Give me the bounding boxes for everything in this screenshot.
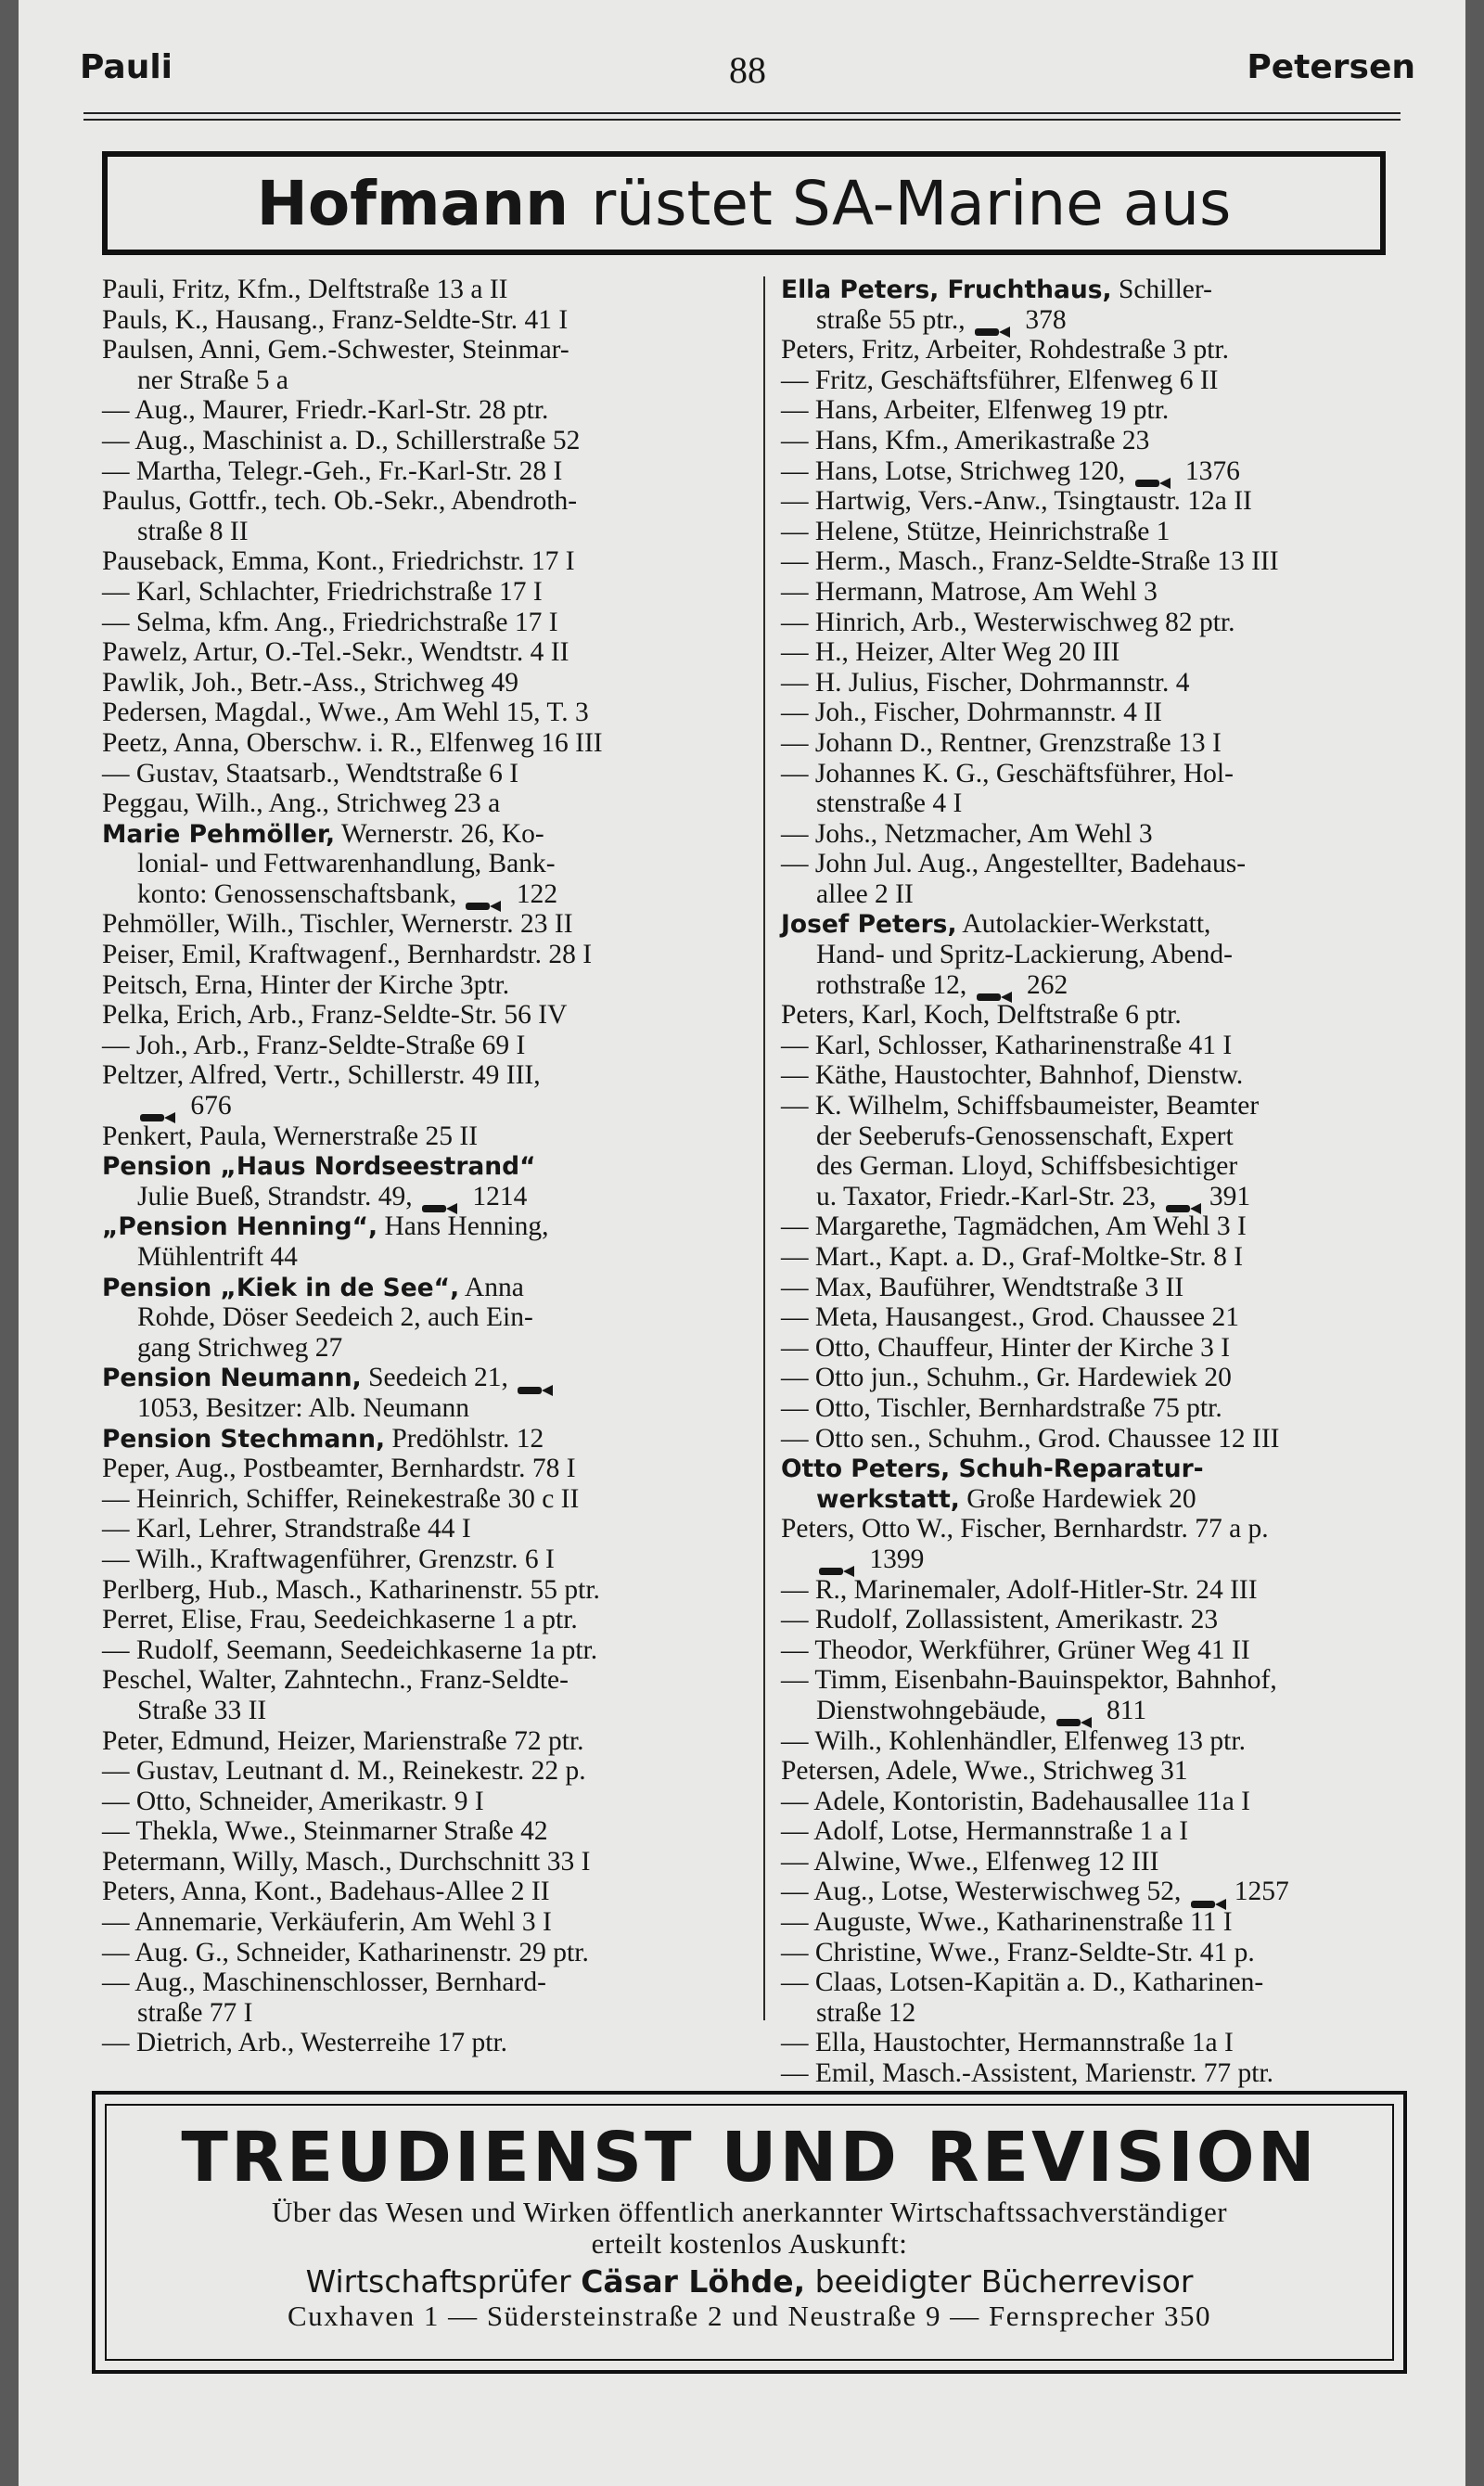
entry-text: — Helene, Stütze, Heinrichstraße 1 bbox=[781, 516, 1171, 546]
entry-text: Peiser, Emil, Kraftwagenf., Bernhardstr. 28 I bbox=[102, 940, 593, 970]
directory-line bbox=[781, 1031, 1423, 1061]
ad-sig-prefix: Wirtschaftsprüfer bbox=[305, 2263, 571, 2300]
header-rule-top bbox=[83, 112, 1401, 114]
directory-line bbox=[102, 1847, 742, 1877]
entry-bold-name: „Pension Henning“, bbox=[102, 1212, 378, 1242]
directory-line bbox=[781, 456, 1423, 487]
entry-text: lonial- und Fettwarenhandlung, Bank- bbox=[137, 849, 556, 879]
entry-text: 1214 bbox=[466, 1181, 528, 1211]
directory-line bbox=[102, 668, 742, 698]
directory-line bbox=[781, 970, 1423, 1001]
directory-line bbox=[781, 1514, 1423, 1544]
entry-text: Penkert, Paula, Wernerstraße 25 II bbox=[102, 1121, 479, 1151]
entry-text: — Wilh., Kraftwagenführer, Grenzstr. 6 I bbox=[102, 1544, 555, 1574]
entry-text: — Hartwig, Vers.-Anw., Tsingtaustr. 12a II bbox=[781, 486, 1252, 517]
entry-text: — Adele, Kontoristin, Badehausallee 11a I bbox=[781, 1786, 1251, 1816]
entry-text: Seedeich 21, bbox=[361, 1363, 516, 1393]
directory-line bbox=[781, 1302, 1423, 1333]
directory-line bbox=[102, 1211, 742, 1242]
directory-line bbox=[781, 849, 1423, 879]
entry-text: 811 bbox=[1099, 1695, 1147, 1725]
directory-line bbox=[102, 1031, 742, 1061]
directory-line bbox=[102, 1484, 742, 1515]
directory-line bbox=[781, 517, 1423, 547]
directory-line bbox=[781, 1696, 1423, 1726]
entry-text: — Fritz, Geschäftsführer, Elfenweg 6 II bbox=[781, 365, 1219, 395]
directory-line bbox=[781, 1635, 1423, 1666]
entry-text: — John Jul. Aug., Angestellter, Badehaus- bbox=[781, 849, 1247, 879]
entry-text: ner Straße 5 a bbox=[137, 365, 288, 395]
directory-line bbox=[102, 637, 742, 668]
entry-text: straße 55 ptr., bbox=[816, 304, 972, 335]
right-column bbox=[781, 275, 1423, 2089]
ad-sig-suffix: beeidigter Bücherrevisor bbox=[814, 2263, 1194, 2300]
directory-line bbox=[102, 1726, 742, 1757]
entry-text: — Margarethe, Tagmädchen, Am Wehl 3 I bbox=[781, 1211, 1247, 1242]
directory-line bbox=[781, 305, 1423, 336]
telephone-icon bbox=[421, 1192, 458, 1205]
directory-line bbox=[102, 365, 742, 396]
directory-line bbox=[781, 1484, 1423, 1515]
entry-text: — Hans, Arbeiter, Elfenweg 19 ptr. bbox=[781, 395, 1170, 426]
entry-text: Schiller- bbox=[1111, 275, 1212, 304]
entry-text: — R., Marinemaler, Adolf-Hitler-Str. 24 III bbox=[781, 1574, 1258, 1605]
entry-text: — Heinrich, Schiffer, Reinekestraße 30 c II bbox=[102, 1483, 580, 1514]
entry-text: Pauls, K., Hausang., Franz-Seldte-Str. 41 I bbox=[102, 304, 569, 335]
entry-text: Peschel, Walter, Zahntechn., Franz-Seldte- bbox=[102, 1665, 569, 1696]
directory-line bbox=[102, 1182, 742, 1212]
page-number: 88 bbox=[729, 49, 766, 91]
directory-line bbox=[102, 1605, 742, 1635]
directory-line bbox=[102, 788, 742, 819]
entry-text: Peters, Anna, Kont., Badehaus-Allee 2 II bbox=[102, 1877, 550, 1907]
directory-line bbox=[102, 456, 742, 487]
entry-bold-name: Marie Pehmöller, bbox=[102, 819, 336, 849]
directory-line bbox=[102, 1424, 742, 1454]
directory-line bbox=[781, 1211, 1423, 1242]
entry-text: Mühlentrift 44 bbox=[137, 1242, 298, 1272]
ad-inner-frame bbox=[105, 2104, 1394, 2361]
entry-text: Rohde, Döser Seedeich 2, auch Ein- bbox=[137, 1302, 533, 1333]
entry-text: Pedersen, Magdal., Wwe., Am Wehl 15, T. 3 bbox=[102, 698, 589, 728]
directory-line bbox=[102, 1938, 742, 1968]
directory-line bbox=[102, 426, 742, 456]
directory-line bbox=[781, 637, 1423, 668]
entry-text: — Alwine, Wwe., Elfenweg 12 III bbox=[781, 1846, 1159, 1877]
entry-text: — Max, Bauführer, Wendtstraße 3 II bbox=[781, 1272, 1184, 1302]
directory-line bbox=[102, 849, 742, 879]
entry-text: Pelka, Erich, Arb., Franz-Seldte-Str. 56 IV bbox=[102, 1000, 568, 1031]
directory-line bbox=[781, 940, 1423, 970]
entry-text: gang Strichweg 27 bbox=[137, 1332, 343, 1363]
entry-text: — Herm., Masch., Franz-Seldte-Straße 13 III bbox=[781, 546, 1279, 577]
directory-line bbox=[781, 1151, 1423, 1182]
entry-text: 1376 bbox=[1178, 455, 1240, 486]
entry-text: — Aug. G., Schneider, Katharinenstr. 29 ptr. bbox=[102, 1937, 589, 1967]
directory-line bbox=[102, 1000, 742, 1031]
entry-text: Pawlik, Joh., Betr.-Ass., Strichweg 49 bbox=[102, 667, 519, 698]
entry-text: — Thekla, Wwe., Steinmarner Straße 42 bbox=[102, 1816, 548, 1847]
entry-text: — Otto jun., Schuhm., Gr. Hardewiek 20 bbox=[781, 1363, 1232, 1393]
entry-text: Perlberg, Hub., Masch., Katharinenstr. 55 ptr. bbox=[102, 1574, 600, 1605]
telephone-icon bbox=[818, 1555, 855, 1568]
entry-text: Paulsen, Anni, Gem.-Schwester, Steinmar- bbox=[102, 335, 569, 365]
directory-line bbox=[102, 1091, 742, 1121]
entry-bold-name: Pension „Haus Nordseestrand“ bbox=[102, 1152, 536, 1182]
directory-line bbox=[781, 1091, 1423, 1121]
advertisement-treudienst bbox=[92, 2091, 1407, 2374]
entry-text: — Otto, Chauffeur, Hinter der Kirche 3 I bbox=[781, 1332, 1231, 1363]
entry-text: Pauseback, Emma, Kont., Friedrichstr. 17 I bbox=[102, 546, 575, 577]
telephone-icon bbox=[139, 1101, 176, 1114]
directory-line bbox=[102, 970, 742, 1001]
directory-line bbox=[781, 788, 1423, 819]
entry-text: Peetz, Anna, Oberschw. i. R., Elfenweg 16 III bbox=[102, 727, 603, 758]
directory-line bbox=[781, 1816, 1423, 1847]
directory-line bbox=[102, 1454, 742, 1484]
entry-text: 391 bbox=[1209, 1181, 1251, 1211]
entry-text: — Karl, Schlosser, Katharinenstraße 41 I bbox=[781, 1030, 1233, 1060]
entry-text: straße 8 II bbox=[137, 516, 249, 546]
directory-line bbox=[102, 1816, 742, 1847]
entry-text: Hans Henning, bbox=[377, 1211, 549, 1242]
directory-page bbox=[19, 0, 1465, 2486]
entry-text: — Meta, Hausangest., Grod. Chaussee 21 bbox=[781, 1302, 1240, 1333]
directory-line bbox=[781, 1938, 1423, 1968]
telephone-icon bbox=[465, 890, 502, 903]
directory-line bbox=[781, 879, 1423, 910]
entry-bold-name: Pension Stechmann, bbox=[102, 1424, 386, 1454]
entry-text: — H. Julius, Fischer, Dohrmannstr. 4 bbox=[781, 667, 1190, 698]
directory-line bbox=[102, 395, 742, 426]
directory-line bbox=[102, 1696, 742, 1726]
directory-line bbox=[102, 1242, 742, 1273]
directory-line bbox=[102, 335, 742, 365]
entry-text: Hand- und Spritz-Lackierung, Abend- bbox=[816, 940, 1233, 970]
entry-text: — Aug., Maschinist a. D., Schillerstraße 52 bbox=[102, 425, 581, 455]
entry-bold-name: Otto Peters, Schuh-Reparatur- bbox=[781, 1454, 1204, 1484]
entry-text: — Hermann, Matrose, Am Wehl 3 bbox=[781, 576, 1158, 607]
directory-line bbox=[781, 1756, 1423, 1787]
entry-text: Pauli, Fritz, Kfm., Delftstraße 13 a II bbox=[102, 275, 508, 304]
directory-line bbox=[781, 728, 1423, 759]
directory-line bbox=[102, 1787, 742, 1817]
entry-text: — Theodor, Werkführer, Grüner Weg 41 II bbox=[781, 1634, 1250, 1665]
entry-text: Peitsch, Erna, Hinter der Kirche 3ptr. bbox=[102, 969, 510, 1000]
directory-line bbox=[102, 608, 742, 638]
directory-line bbox=[781, 1242, 1423, 1273]
entry-bold-name: werkstatt, bbox=[816, 1484, 960, 1514]
advertisement-hofmann bbox=[102, 151, 1386, 255]
directory-line bbox=[102, 2028, 742, 2058]
entry-text: 378 bbox=[1017, 304, 1067, 335]
telephone-icon bbox=[1190, 1888, 1227, 1901]
entry-text: — Johann D., Rentner, Grenzstraße 13 I bbox=[781, 727, 1222, 758]
entry-text: — Otto, Tischler, Bernhardstraße 75 ptr. bbox=[781, 1392, 1222, 1423]
entry-text: — Adolf, Lotse, Hermannstraße 1 a I bbox=[781, 1816, 1189, 1847]
ad-address: Cuxhaven 1 — Südersteinstraße 2 und Neustraße 9 — Fernsprecher 350 bbox=[287, 2300, 1212, 2332]
entry-text: Peters, Otto W., Fischer, Bernhardstr. 77 a p. bbox=[781, 1514, 1269, 1544]
entry-text: — Emil, Masch.-Assistent, Marienstr. 77 ptr. bbox=[781, 2058, 1273, 2089]
directory-line bbox=[781, 1877, 1423, 1907]
entry-text: 1399 bbox=[863, 1544, 925, 1574]
directory-line bbox=[102, 1665, 742, 1696]
entry-text: — Timm, Eisenbahn-Bauinspektor, Bahnhof, bbox=[781, 1665, 1277, 1696]
entry-text: — Karl, Lehrer, Strandstraße 44 I bbox=[102, 1514, 471, 1544]
entry-text: 262 bbox=[1019, 969, 1068, 1000]
entry-text: — Johs., Netzmacher, Am Wehl 3 bbox=[781, 818, 1153, 849]
directory-line bbox=[102, 1756, 742, 1787]
directory-line bbox=[102, 1363, 742, 1393]
directory-line bbox=[781, 1575, 1423, 1606]
entry-text: — Annemarie, Verkäuferin, Am Wehl 3 I bbox=[102, 1907, 552, 1938]
entry-text: — Johannes K. G., Geschäftsführer, Hol- bbox=[781, 758, 1234, 788]
entry-text: — Auguste, Wwe., Katharinenstraße 11 I bbox=[781, 1907, 1233, 1938]
directory-line bbox=[781, 365, 1423, 396]
directory-line bbox=[102, 1877, 742, 1907]
entry-text: — H., Heizer, Alter Weg 20 III bbox=[781, 637, 1120, 668]
entry-text: konto: Genossenschaftsbank, bbox=[137, 878, 464, 909]
entry-text: Julie Bueß, Strandstr. 49, bbox=[137, 1181, 420, 1211]
entry-text: — Claas, Lotsen-Kapitän a. D., Katharinen- bbox=[781, 1967, 1264, 1998]
entry-text: Peper, Aug., Postbeamter, Bernhardstr. 78 I bbox=[102, 1454, 576, 1484]
ad-title: TREUDIENST UND REVISION bbox=[181, 2118, 1318, 2198]
directory-line bbox=[102, 1907, 742, 1938]
entry-text: — Aug., Maschinenschlosser, Bernhard- bbox=[102, 1967, 546, 1998]
directory-line bbox=[102, 728, 742, 759]
entry-text: Autolackier-Werkstatt, bbox=[956, 909, 1211, 940]
entry-text: — Karl, Schlachter, Friedrichstraße 17 I bbox=[102, 576, 543, 607]
telephone-icon bbox=[1055, 1706, 1093, 1719]
directory-line bbox=[781, 608, 1423, 638]
ad-brand: Hofmann bbox=[256, 167, 569, 239]
directory-line bbox=[781, 1000, 1423, 1031]
telephone-icon bbox=[976, 980, 1013, 993]
directory-line bbox=[102, 1302, 742, 1333]
ad-text-line-2: erteilt kostenlos Auskunft: bbox=[591, 2227, 908, 2260]
directory-line bbox=[102, 698, 742, 728]
directory-line bbox=[102, 486, 742, 517]
entry-text: der Seeberufs-Genossenschaft, Expert bbox=[816, 1121, 1234, 1151]
directory-line bbox=[102, 1514, 742, 1544]
ad-sig-name: Cäsar Löhde, bbox=[581, 2263, 806, 2300]
entry-text: Pehmöller, Wilh., Tischler, Wernerstr. 23 II bbox=[102, 909, 573, 940]
directory-line bbox=[781, 1121, 1423, 1152]
entry-text: — Joh., Fischer, Dohrmannstr. 4 II bbox=[781, 698, 1162, 728]
entry-text: — Hans, Kfm., Amerikastraße 23 bbox=[781, 425, 1150, 455]
entry-text: 1257 bbox=[1234, 1877, 1289, 1907]
directory-line bbox=[102, 1544, 742, 1575]
entry-text: Predöhlstr. 12 bbox=[385, 1423, 544, 1454]
entry-text: allee 2 II bbox=[816, 878, 914, 909]
directory-line bbox=[102, 759, 742, 789]
directory-line bbox=[781, 1273, 1423, 1303]
directory-line bbox=[781, 1424, 1423, 1454]
entry-text: Paulus, Gottfr., tech. Ob.-Sekr., Abendroth- bbox=[102, 486, 578, 517]
directory-line bbox=[102, 1121, 742, 1152]
directory-line bbox=[781, 546, 1423, 577]
column-divider bbox=[763, 276, 765, 2020]
directory-line bbox=[781, 335, 1423, 365]
entry-text: 1053, Besitzer: Alb. Neumann bbox=[137, 1392, 470, 1423]
entry-text: Peltzer, Alfred, Vertr., Schillerstr. 49 III, bbox=[102, 1060, 541, 1091]
entry-text: Peters, Karl, Koch, Delftstraße 6 ptr. bbox=[781, 1000, 1182, 1031]
running-head-left: Pauli bbox=[80, 48, 173, 86]
directory-line bbox=[102, 1998, 742, 2029]
entry-text: — Käthe, Haustochter, Bahnhof, Dienstw. bbox=[781, 1060, 1244, 1091]
directory-line bbox=[781, 1726, 1423, 1757]
entry-bold-name: Josef Peters, bbox=[781, 910, 957, 940]
directory-line bbox=[781, 1544, 1423, 1575]
entry-text: des German. Lloyd, Schiffsbesichtiger bbox=[816, 1151, 1238, 1182]
entry-bold-name: Pension „Kiek in de See“, bbox=[102, 1273, 460, 1302]
directory-line bbox=[781, 698, 1423, 728]
telephone-icon bbox=[974, 315, 1011, 328]
directory-line bbox=[102, 1060, 742, 1091]
entry-text: 122 bbox=[509, 878, 558, 909]
entry-text: — Aug., Lotse, Westerwischweg 52, bbox=[781, 1877, 1188, 1907]
entry-text: — Rudolf, Zollassistent, Amerikastr. 23 bbox=[781, 1605, 1219, 1635]
entry-text: — Otto sen., Schuhm., Grod. Chaussee 12 III bbox=[781, 1423, 1280, 1454]
directory-line bbox=[102, 1151, 742, 1182]
ad-signature bbox=[107, 2263, 1392, 2300]
entry-text: — Aug., Maurer, Friedr.-Karl-Str. 28 ptr. bbox=[102, 395, 549, 426]
directory-line bbox=[781, 1182, 1423, 1212]
entry-text: rothstraße 12, bbox=[816, 969, 974, 1000]
entry-text: straße 77 I bbox=[137, 1997, 253, 2028]
entry-text: 676 bbox=[184, 1091, 232, 1121]
directory-line bbox=[102, 1635, 742, 1666]
entry-text: Peter, Edmund, Heizer, Marienstraße 72 ptr. bbox=[102, 1725, 584, 1756]
entry-text: — Ella, Haustochter, Hermannstraße 1a I bbox=[781, 2028, 1234, 2058]
directory-line bbox=[781, 759, 1423, 789]
entry-text: — Dietrich, Arb., Westerreihe 17 ptr. bbox=[102, 2028, 508, 2058]
entry-text: Große Hardewiek 20 bbox=[959, 1483, 1196, 1514]
directory-line bbox=[781, 1605, 1423, 1635]
running-head bbox=[80, 48, 1415, 95]
entry-text: — Hans, Lotse, Strichweg 120, bbox=[781, 455, 1132, 486]
directory-line bbox=[102, 1333, 742, 1364]
entry-bold-name: Pension Neumann, bbox=[102, 1364, 362, 1393]
directory-line bbox=[102, 879, 742, 910]
directory-line bbox=[781, 819, 1423, 850]
directory-line bbox=[102, 909, 742, 940]
directory-line bbox=[781, 1333, 1423, 1364]
directory-line bbox=[102, 546, 742, 577]
entry-text: — Mart., Kapt. a. D., Graf-Moltke-Str. 8 I bbox=[781, 1242, 1244, 1272]
directory-line bbox=[102, 1967, 742, 1998]
ad-text-line-1: Über das Wesen und Wirken öffentlich anerkannter Wirtschaftssachverständiger bbox=[271, 2196, 1228, 2228]
entry-text: — Hinrich, Arb., Westerwischweg 82 ptr. bbox=[781, 607, 1235, 637]
entry-text: Perret, Elise, Frau, Seedeichkaserne 1 a ptr. bbox=[102, 1605, 578, 1635]
directory-line bbox=[781, 1998, 1423, 2029]
directory-line bbox=[102, 940, 742, 970]
directory-line bbox=[781, 395, 1423, 426]
directory-line bbox=[781, 2058, 1423, 2089]
entry-text: — Gustav, Staatsarb., Wendtstraße 6 I bbox=[102, 758, 519, 788]
directory-line bbox=[102, 517, 742, 547]
entry-text: — Selma, kfm. Ang., Friedrichstraße 17 I bbox=[102, 607, 558, 637]
entry-text: — K. Wilhelm, Schiffsbaumeister, Beamter bbox=[781, 1091, 1260, 1121]
ad-slogan: rüstet SA-Marine aus bbox=[591, 167, 1232, 239]
directory-line bbox=[781, 1363, 1423, 1393]
telephone-icon bbox=[517, 1374, 554, 1387]
directory-line bbox=[781, 577, 1423, 608]
directory-line bbox=[102, 305, 742, 336]
directory-line bbox=[781, 2028, 1423, 2058]
directory-line bbox=[102, 819, 742, 850]
entry-text: Straße 33 II bbox=[137, 1695, 267, 1725]
directory-line bbox=[102, 1575, 742, 1606]
directory-line bbox=[781, 426, 1423, 456]
directory-line bbox=[102, 1273, 742, 1303]
directory-line bbox=[781, 668, 1423, 698]
directory-line bbox=[781, 275, 1423, 305]
entry-text: Petersen, Adele, Wwe., Strichweg 31 bbox=[781, 1756, 1188, 1787]
directory-line bbox=[781, 1060, 1423, 1091]
entry-text: Peters, Fritz, Arbeiter, Rohdestraße 3 ptr. bbox=[781, 335, 1230, 365]
entry-bold-name: Ella Peters, Fruchthaus, bbox=[781, 276, 1112, 304]
entry-text: Anna bbox=[459, 1272, 524, 1302]
directory-line bbox=[781, 909, 1423, 940]
entry-text: Wernerstr. 26, Ko- bbox=[335, 818, 544, 849]
directory-line bbox=[102, 1393, 742, 1424]
directory-line bbox=[781, 1787, 1423, 1817]
directory-line bbox=[102, 275, 742, 305]
telephone-icon bbox=[1134, 467, 1171, 480]
entry-text: Peggau, Wilh., Ang., Strichweg 23 a bbox=[102, 788, 501, 819]
entry-text: stenstraße 4 I bbox=[816, 788, 963, 819]
entry-text: — Joh., Arb., Franz-Seldte-Straße 69 I bbox=[102, 1030, 526, 1060]
entry-text: — Rudolf, Seemann, Seedeichkaserne 1a ptr. bbox=[102, 1634, 598, 1665]
entry-text: — Gustav, Leutnant d. M., Reinekestr. 22 p. bbox=[102, 1756, 586, 1787]
left-column bbox=[102, 275, 742, 2058]
directory-line bbox=[781, 1907, 1423, 1938]
directory-line bbox=[781, 1393, 1423, 1424]
directory-line bbox=[781, 486, 1423, 517]
entry-text: — Wilh., Kohlenhändler, Elfenweg 13 ptr. bbox=[781, 1725, 1246, 1756]
entry-text: Pawelz, Artur, O.-Tel.-Sekr., Wendtstr. 4 II bbox=[102, 637, 569, 668]
header-rule-bottom bbox=[83, 119, 1401, 121]
entry-text: — Otto, Schneider, Amerikastr. 9 I bbox=[102, 1786, 484, 1816]
entry-text: Dienstwohngebäude, bbox=[816, 1695, 1054, 1725]
entry-text: — Christine, Wwe., Franz-Seldte-Str. 41 p. bbox=[781, 1937, 1255, 1967]
telephone-icon bbox=[1165, 1192, 1202, 1205]
entry-text: u. Taxator, Friedr.-Karl-Str. 23, bbox=[816, 1181, 1163, 1211]
entry-text: — Martha, Telegr.-Geh., Fr.-Karl-Str. 28 I bbox=[102, 455, 563, 486]
directory-line bbox=[781, 1967, 1423, 1998]
directory-line bbox=[781, 1454, 1423, 1484]
entry-text: Petermann, Willy, Masch., Durchschnitt 33 I bbox=[102, 1846, 591, 1877]
directory-line bbox=[102, 577, 742, 608]
running-head-right: Petersen bbox=[1247, 48, 1415, 86]
entry-text: straße 12 bbox=[816, 1997, 916, 2028]
directory-line bbox=[781, 1665, 1423, 1696]
directory-line bbox=[781, 1847, 1423, 1877]
